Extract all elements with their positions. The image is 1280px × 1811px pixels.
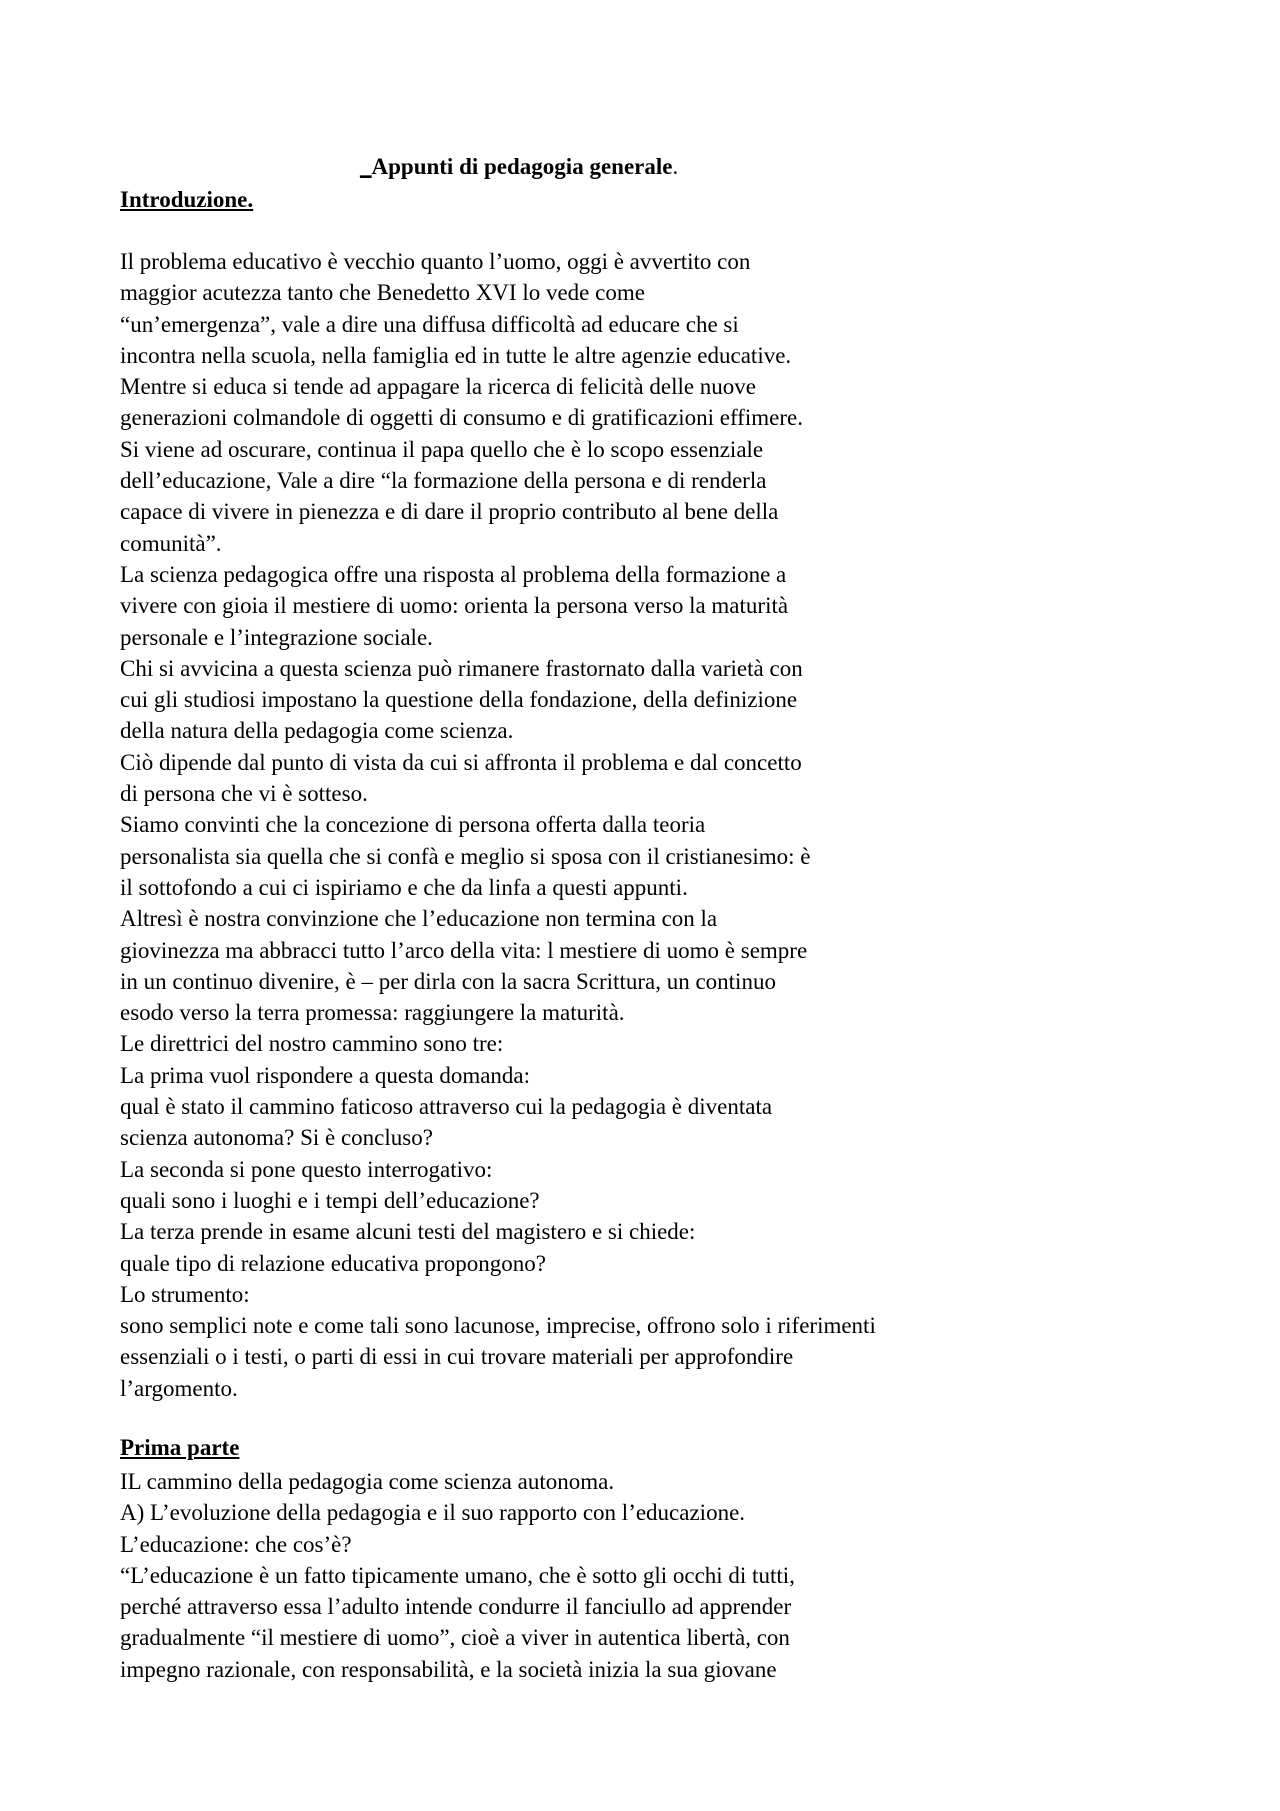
text-line: capace di vivere in pienezza e di dare il proprio contributo al bene della (120, 499, 779, 525)
text-line: sono semplici note e come tali sono lacunose, imprecise, offrono solo i riferimenti (120, 1313, 876, 1339)
text-line: L’educazione: che cos’è? (120, 1531, 352, 1557)
text-line: Siamo convinti che la concezione di persona offerta dalla teoria (120, 812, 706, 838)
intro-text (120, 246, 1000, 1404)
text-line: gradualmente “il mestiere di uomo”, cioè a viver in autentica libertà, con (120, 1625, 790, 1651)
part-heading: Prima parte (120, 1435, 240, 1460)
title-text: Appunti di pedagogia generale (371, 154, 673, 179)
text-line: Mentre si educa si tende ad appagare la ricerca di felicità delle nuove (120, 374, 757, 400)
text-line: scienza autonoma? Si è concluso? (120, 1125, 433, 1151)
text-line: “un’emergenza”, vale a dire una diffusa difficoltà ad educare che si (120, 311, 739, 337)
text-line: Altresì è nostra convinzione che l’educazione non termina con la (120, 906, 718, 932)
text-line: “L’educazione è un fatto tipicamente umano, che è sotto gli occhi di tutti, (120, 1562, 795, 1588)
text-line: quale tipo di relazione educativa propongono? (120, 1250, 546, 1276)
text-line: incontra nella scuola, nella famiglia ed in tutte le altre agenzie educative. (120, 342, 792, 368)
text-line: Si viene ad oscurare, continua il papa quello che è lo scopo essenziale (120, 436, 764, 462)
text-line: esodo verso la terra promessa: raggiungere la maturità. (120, 1000, 625, 1026)
document-title (360, 152, 678, 182)
text-line: Le direttrici del nostro cammino sono tre: (120, 1031, 504, 1057)
text-line: essenziali o i testi, o parti di essi in cui trovare materiali per approfondire (120, 1344, 794, 1370)
text-line: generazioni colmandole di oggetti di consumo e di gratificazioni effimere. (120, 405, 803, 431)
text-line: qual è stato il cammino faticoso attraverso cui la pedagogia è diventata (120, 1094, 773, 1120)
text-line: La prima vuol rispondere a questa domanda: (120, 1062, 531, 1088)
text-line: impegno razionale, con responsabilità, e la società inizia la sua giovane (120, 1656, 777, 1682)
text-line: di persona che vi è sotteso. (120, 781, 368, 807)
text-line: personalista sia quella che si confà e meglio si sposa con il cristianesimo: è (120, 843, 811, 869)
text-line: della natura della pedagogia come scienza. (120, 718, 514, 744)
title-prefix: _ (360, 154, 372, 179)
text-line: in un continuo divenire, è – per dirla con la sacra Scrittura, un continuo (120, 968, 776, 994)
intro-heading: Introduzione. (120, 187, 254, 212)
text-line: La scienza pedagogica offre una risposta al problema della formazione a (120, 561, 787, 587)
text-line: Ciò dipende dal punto di vista da cui si affronta il problema e dal concetto (120, 749, 802, 775)
text-line: Il problema educativo è vecchio quanto l’uomo, oggi è avvertito con (120, 249, 751, 274)
text-line: A) L’evoluzione della pedagogia e il suo rapporto con l’educazione. (120, 1500, 746, 1526)
text-line: giovinezza ma abbracci tutto l’arco della vita: l mestiere di uomo è sempre (120, 937, 808, 963)
text-line: quali sono i luoghi e i tempi dell’educazione? (120, 1187, 540, 1213)
text-line: maggior acutezza tanto che Benedetto XVI lo vede come (120, 280, 645, 306)
text-line: Lo strumento: (120, 1281, 250, 1307)
text-line: La seconda si pone questo interrogativo: (120, 1156, 493, 1182)
text-line: comunità”. (120, 530, 222, 556)
title-suffix: . (672, 154, 679, 179)
text-line: vivere con gioia il mestiere di uomo: orienta la persona verso la maturità (120, 593, 789, 619)
text-line: cui gli studiosi impostano la questione della fondazione, della definizione (120, 687, 798, 713)
text-line: IL cammino della pedagogia come scienza autonoma. (120, 1469, 615, 1494)
text-line: Chi si avvicina a questa scienza può rimanere frastornato dalla varietà con (120, 655, 803, 681)
text-line: La terza prende in esame alcuni testi del magistero e si chiede: (120, 1219, 696, 1245)
text-line: personale e l’integrazione sociale. (120, 624, 433, 650)
part-text (120, 1466, 1000, 1685)
text-line: il sottofondo a cui ci ispiriamo e che da linfa a questi appunti. (120, 874, 688, 900)
text-line: perché attraverso essa l’adulto intende condurre il fanciullo ad apprender (120, 1594, 792, 1620)
text-line: dell’educazione, Vale a dire “la formazione della persona e di renderla (120, 468, 767, 494)
text-line: l’argomento. (120, 1375, 238, 1401)
